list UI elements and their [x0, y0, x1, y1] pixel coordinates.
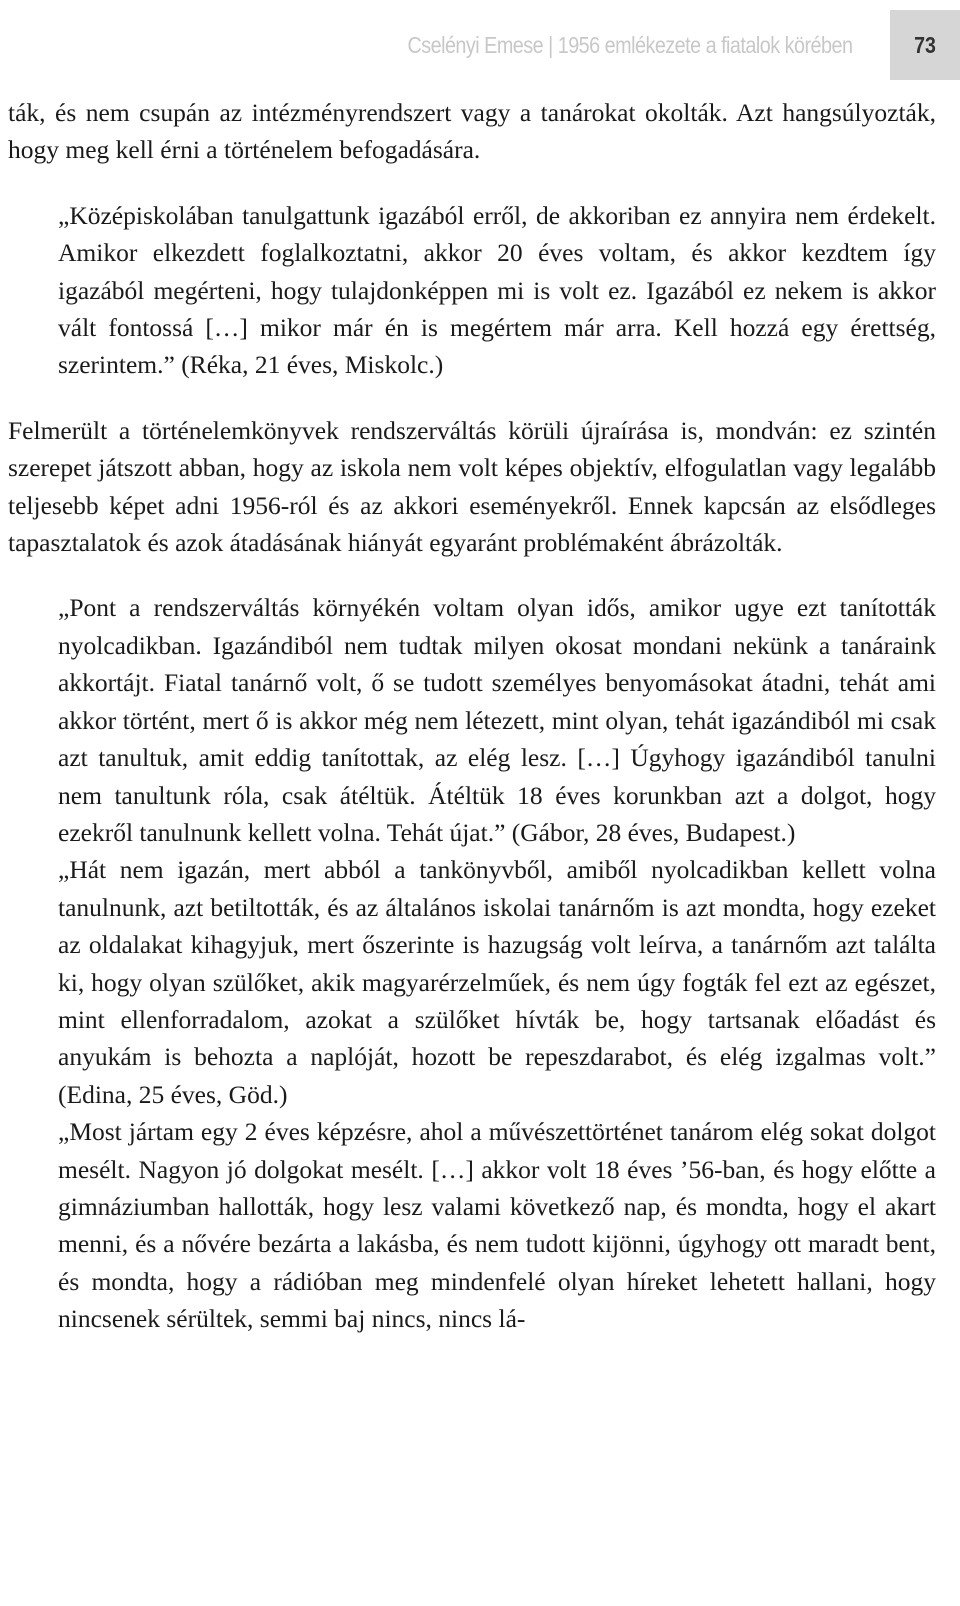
quote-edina: „Hát nem igazán, mert abból a tankönyvből, amiből nyolcadikban kellett volna tanulnunk, azt betiltották, és az általános iskolai tanárnőm is azt mondta, hogy ezeket az oldalakat kihagyjuk, mert őszerinte is hazugság volt leírva, a tanárnőm azt találta ki, hogy olyan szülőket, akik magyarérzelműek, és nem úgy fogták fel ezt az egészet, mint ellenforradalom, azokat a szülőket hívták be, hogy tartsanak előadást és anyukám is behozta a naplóját, hozott be repeszdarabot, és elég izgalmas volt.” (Edina, 25 éves, Göd.)	[58, 855, 936, 1109]
quote-gabor: „Pont a rendszerváltás környékén voltam olyan idős, amikor ugye ezt tanították nyolcadikban. Igazándiból nem tudtak milyen okosat mondani nekünk a tanáraink akkortájt. Fiatal tanárnő volt, ő se tudott személyes benyomásokat átadni, tehát ami akkor történt, mert ő is akkor még nem létezett, mint olyan, tehát igazándiból mi csak azt tanultuk, amit eddig tanítottak, az elég lesz. […] Úgyhogy igazándiból tanulni nem tanultunk róla, csak átéltük. Átéltük 18 éves korunkban azt a dolgot, hogy ezekről tanulnunk kellett volna. Tehát újat.” (Gábor, 28 éves, Budapest.)	[58, 593, 936, 847]
paragraph-textbooks: Felmerült a történelemkönyvek rendszerváltás körüli újraírása is, mondván: ez szintén szerepet játszott abban, hogy az iskola nem volt képes objektív, elfogulatlan vagy legalább teljesebb képet adni 1956-ról és az akkori eseményekről. Ennek kapcsán az elsődleges tapasztalatok és azok átadásának hiányát egyaránt problémaként ábrázolták.	[8, 415, 936, 558]
quote-art-teacher: „Most jártam egy 2 éves képzésre, ahol a művészettörténet tanárom elég sokat dolgot mesélt. Nagyon jó dolgokat mesélt. […] akkor volt 18 éves ’56-ban, és hogy előtte a gimnáziumban hallották, hogy lesz valami következő nap, és mondta, hogy el akart menni, és a nővére bezárta a lakásba, és nem tudott kijönni, úgyhogy ott maradt bent, és mondta, hogy a rádióban meg mindenfelé olyan híreket lehetett hallani, hogy nincsenek sérültek, semmi baj nincs, nincs lá-	[58, 1117, 936, 1334]
quote-reka: „Középiskolában tanulgattunk igazából erről, de akkoriban ez annyira nem érdekelt. Amikor elkezdett foglalkoztatni, akkor 20 éves voltam, és akkor kezdtem így igazából megérteni, hogy tulajdonképpen mi is volt ez. Igazából ez nekem is akkor vált fontossá […] mikor már én is megértem már arra. Kell hozzá egy érettség, szerintem.” (Réka, 21 éves, Miskolc.)	[58, 200, 936, 380]
page-number: 73	[914, 32, 936, 58]
paragraph-continuation: ták, és nem csupán az intézményrendszert vagy a tanárokat okolták. Azt hangsúlyozták, hogy meg kell érni a történelem befogadására.	[8, 98, 936, 165]
running-header	[0, 10, 960, 70]
running-title: Cselényi Emese | 1956 emlékezete a fiatalok körében	[406, 32, 852, 58]
body-text	[8, 94, 936, 1338]
page-number-box	[890, 10, 960, 80]
